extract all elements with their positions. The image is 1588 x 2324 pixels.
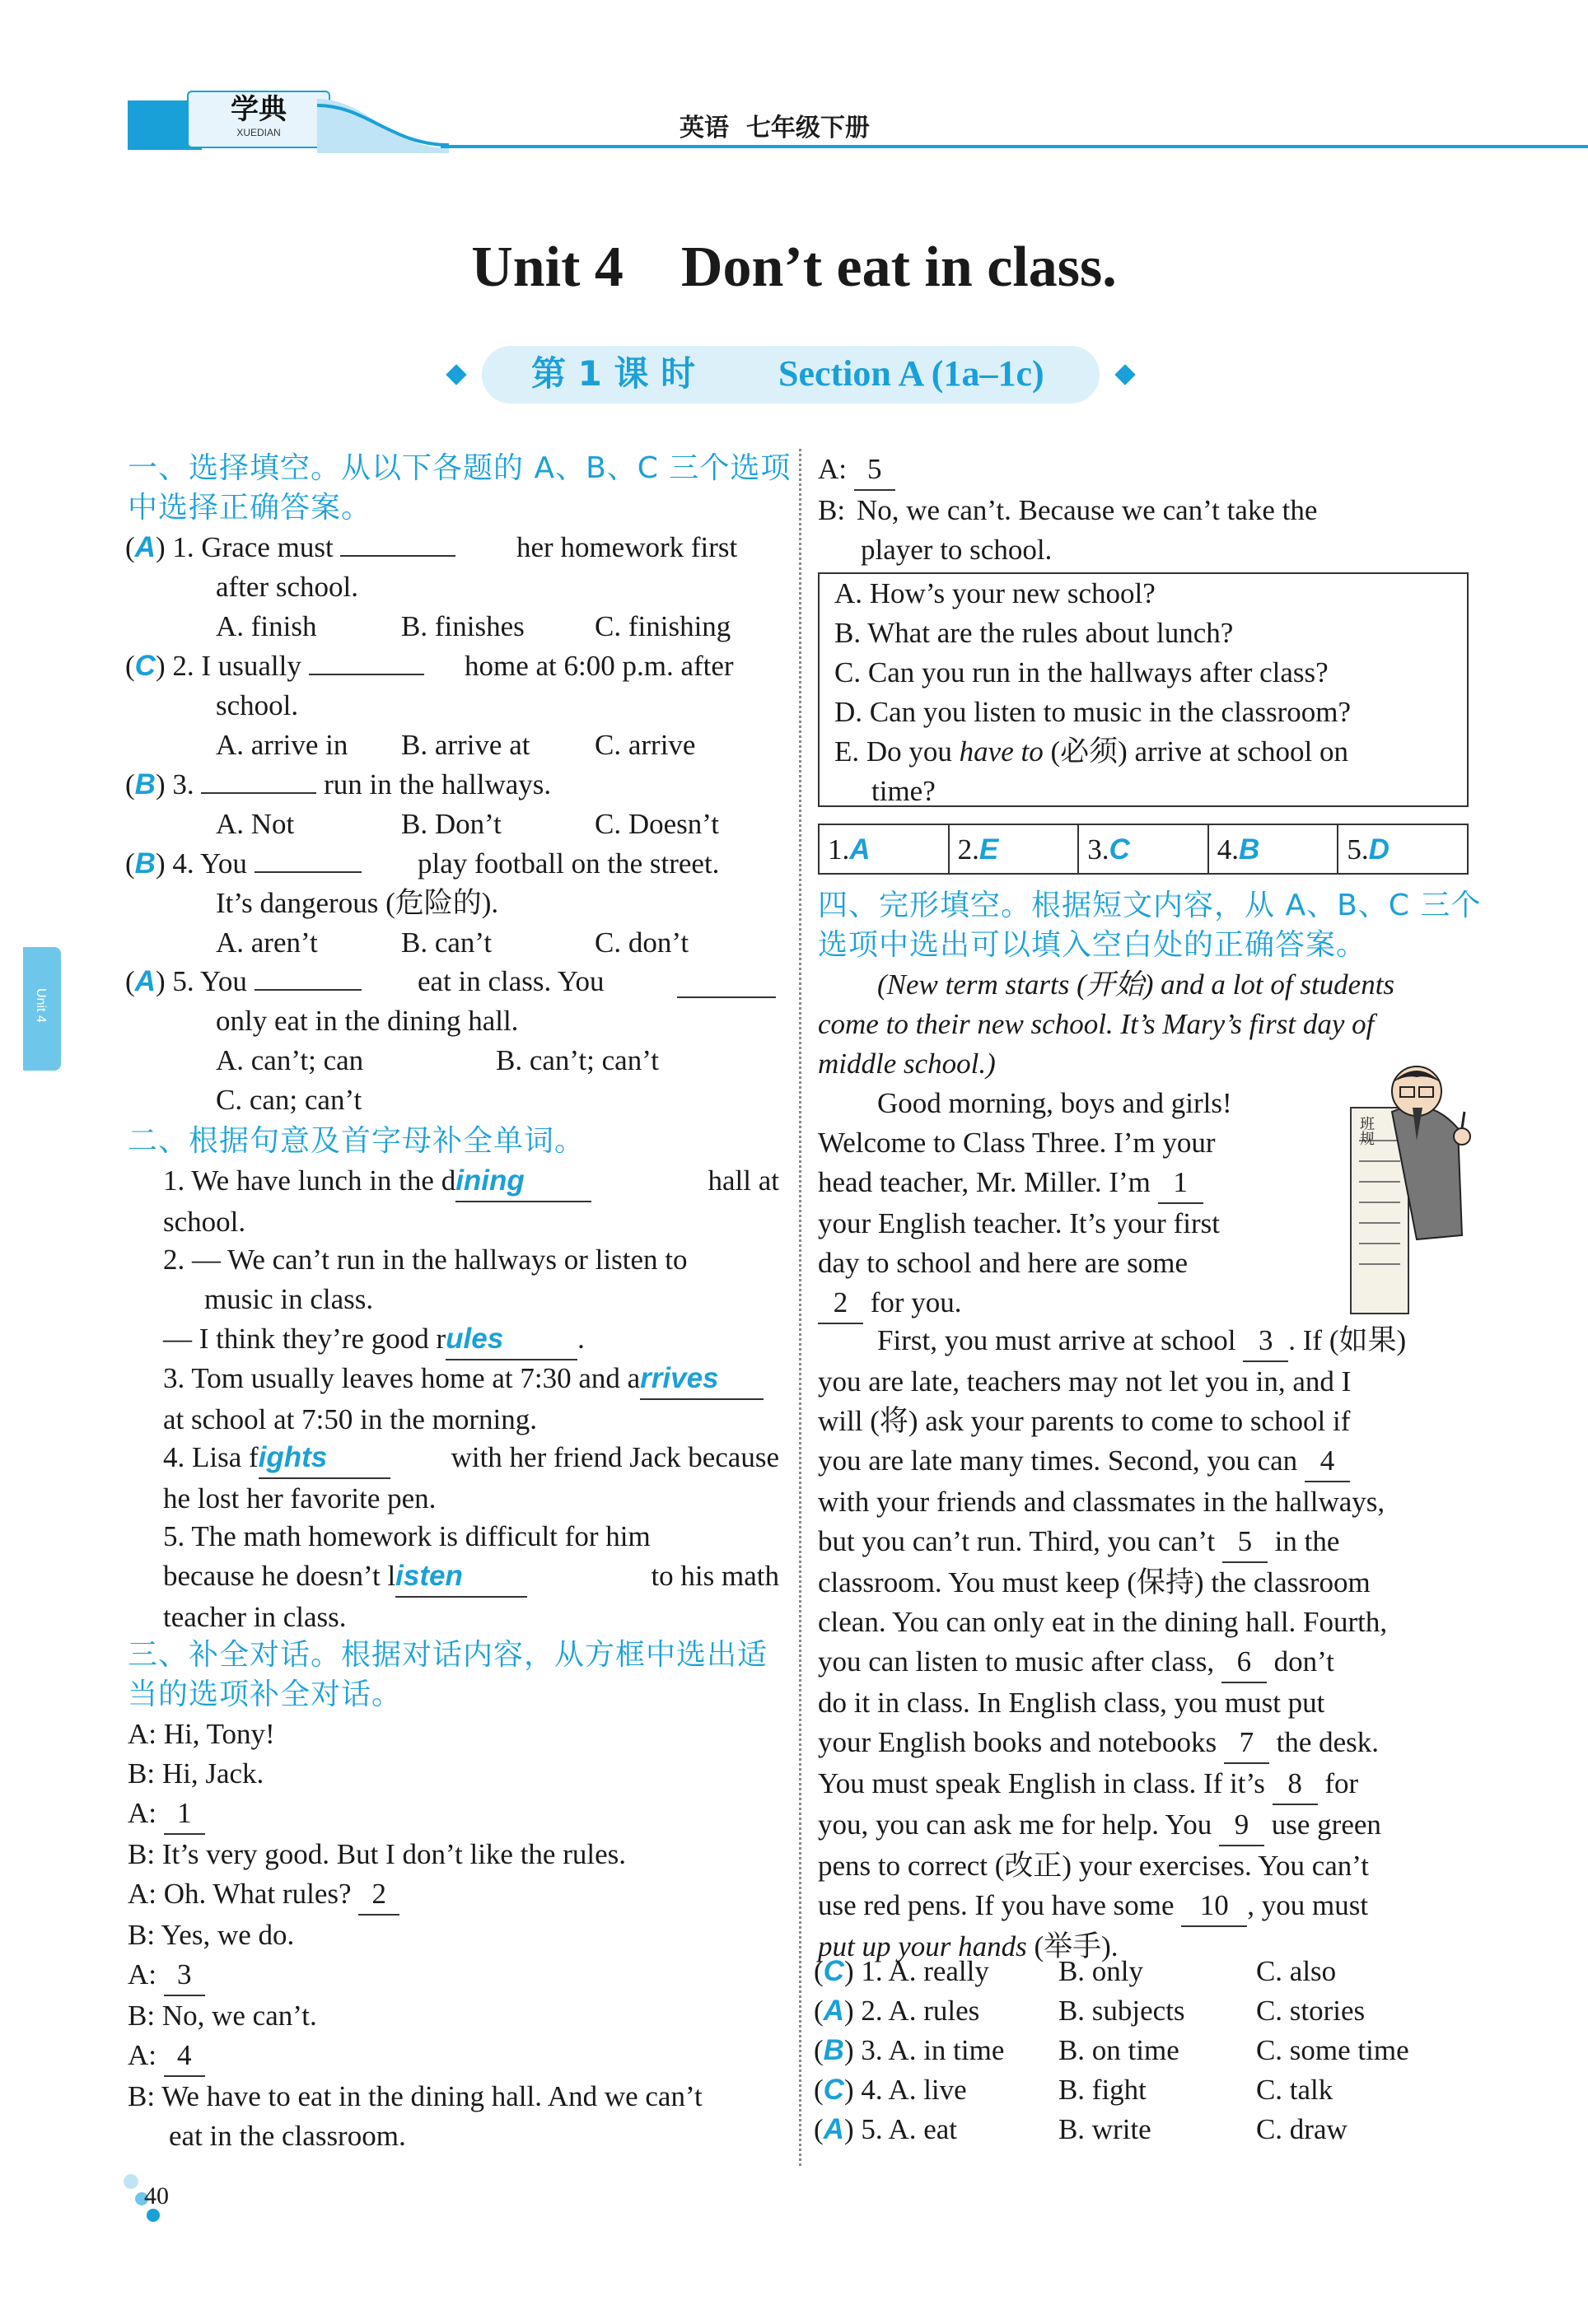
- p2-s4: 4. Lisa fights with her friend Jack because he lost her favorite pen.: [163, 1438, 779, 1519]
- part3-heading: 三、补全对话。根据对话内容，从方框中选出适 当的选项补全对话。: [128, 1638, 768, 1711]
- banner-dot-right: [1114, 364, 1135, 385]
- header-logo: 学典: [231, 93, 287, 126]
- p2-s4-answer: ights: [259, 1438, 390, 1479]
- p2-s2: 2. — We can’t run in the hallways or listen to music in class. — I think they’re good rules .: [163, 1240, 779, 1360]
- lesson-banner: [449, 338, 1133, 412]
- cartoon-sign-text: 班规: [1357, 1116, 1375, 1146]
- lesson-label: 第 1 课 时: [531, 353, 696, 394]
- teacher-cartoon: [1293, 1062, 1474, 1318]
- p4-paragraph-1: Good morning, boys and girls! Welcome to Class Three. I’m your head teacher, Mr. Miller. I’m 1 your English teacher. It’s your first day to school and here are some 2 for you.: [818, 1084, 1296, 1324]
- part1-heading: 一、选择填空。从以下各题的 A、B、C 三个选项 中选择正确答案。: [128, 451, 792, 525]
- side-tab-label: Unit 4: [34, 988, 48, 1023]
- p2-s2-answer: ules: [446, 1319, 577, 1360]
- p1-q4: (B) 4. You play football on the street. It’s dangerous (危险的). A. aren’t B. can’t C. don’t: [125, 847, 720, 959]
- p4-q5: (A) 5. A. eat B. write C. draw: [814, 2113, 1347, 2145]
- p4-paragraph-2: First, you must arrive at school 3 . If (如果) you are late, teachers may not let you in, and I will (将) ask your parents to come to school if you are late many times. Second, you can 4 with your friends and classmates in the hallways, but you can’t run. Third, you can’t 5 in the classroom. You must keep (保持) the classroom clean. You can only eat in the dining hall. Fourth, you can listen to music after class, 6 don’t do it in class. In English class, you must put your English books and notebooks 7 the desk. You must speak English in class. If it’s 8 for you, you can ask me for help. You 9 use green pens to correct (改正) your exercises. You can’t use red pens. If you have some 10 , you must put up your hands (举手).: [818, 1321, 1477, 1967]
- p3-answer-4: 4.B: [1209, 825, 1339, 873]
- header-line: [441, 145, 1588, 148]
- p3-dialog-left: A: Hi, Tony! B: Hi, Jack. A: 1 B: It’s very good. But I don’t like the rules. A: Oh. What rules? 2 B: Yes, we do. A: 3 B: No, we can’t. A: 4 B: We have to eat in the dining hall. And we can’t eat in the classroom.: [128, 1718, 703, 2152]
- p3-answer-2: 2.E: [950, 825, 1080, 873]
- p3-answer-3: 3.C: [1079, 825, 1209, 873]
- part4-heading: 四、完形填空。根据短文内容，从 A、B、C 三个 选项中选出可以填入空白处的正确答案。: [818, 889, 1482, 962]
- p2-s1-answer: ining: [455, 1161, 591, 1202]
- lesson-section: Section A (1a–1c): [778, 353, 1044, 394]
- p2-s3: 3. Tom usually leaves home at 7:30 and arrives at school at 7:50 in the morning.: [163, 1359, 789, 1440]
- p2-s5: 5. The math homework is difficult for him because he doesn’t listen to his math teacher in class.: [163, 1520, 779, 1633]
- header-wave: [317, 91, 449, 153]
- p1-q3-answer: B: [134, 768, 156, 800]
- p4-q4: (C) 4. A. live B. fight C. talk: [814, 2074, 1333, 2106]
- p3-answer-table: [818, 824, 1469, 875]
- p3-answer-1: 1.A: [820, 825, 950, 873]
- side-tab: [23, 947, 61, 1071]
- p3-options-box: A. How’s your new school? B. What are the rules about lunch? C. Can you run in the hallways after class? D. Can you listen to music in the classroom? E. Do you have to (必须) arrive at school on time?: [818, 572, 1469, 807]
- p2-s1: 1. We have lunch in the dining hall at school.: [163, 1161, 779, 1242]
- header-subject: 英语 七年级下册: [680, 114, 870, 142]
- header-logo-box: [187, 91, 330, 148]
- p3-answer-5: 5.D: [1347, 833, 1390, 866]
- page-number: 40: [144, 2182, 169, 2210]
- p1-q1-answer: A: [134, 531, 156, 563]
- p4-q3: (B) 3. A. in time B. on time C. some time: [814, 2034, 1409, 2066]
- p4-q1: (C) 1. A. really B. only C. also: [814, 1955, 1337, 1987]
- p4-intro: (New term starts (开始) and a lot of students come to their new school. It’s Mary’s first day of middle school.): [818, 968, 1395, 1080]
- p4-q2: (A) 2. A. rules B. subjects C. stories: [814, 1995, 1366, 2027]
- p1-q2: (C) 2. I usually home at 6:00 p.m. after school. A. arrive in B. arrive at C. arrive: [125, 650, 734, 761]
- p3-dialog-right: A: 5 B: No, we can’t. Because we can’t take the player to school.: [818, 450, 1477, 570]
- banner-dot-left: [446, 364, 466, 385]
- p2-s3-answer: rrives: [640, 1359, 764, 1400]
- header-bar: [128, 91, 1470, 153]
- p1-q2-answer: C: [134, 650, 156, 682]
- p1-q5: (A) 5. You eat in class. You only eat in the dining hall. A. can’t; can B. can’t; can’t C. can; can’t: [125, 962, 776, 1120]
- p4-questions: [814, 1952, 1473, 2149]
- header-logo-sub: XUEDIAN: [236, 127, 281, 138]
- p2-s5-answer: isten: [395, 1556, 527, 1598]
- column-divider: [799, 449, 801, 2166]
- p1-q4-answer: B: [134, 847, 156, 880]
- p1-q3: (B) 3. run in the hallways. A. Not B. Don’t C. Doesn’t: [125, 768, 720, 840]
- p1-q1: (A) 1. Grace must her homework first after school. A. finish B. finishes C. finishing: [125, 531, 738, 642]
- part2-heading: 二、根据句意及首字母补全单词。: [128, 1124, 586, 1158]
- p1-q5-answer: A: [134, 965, 156, 997]
- page-title: Unit 4 Don’t eat in class.: [471, 236, 1117, 299]
